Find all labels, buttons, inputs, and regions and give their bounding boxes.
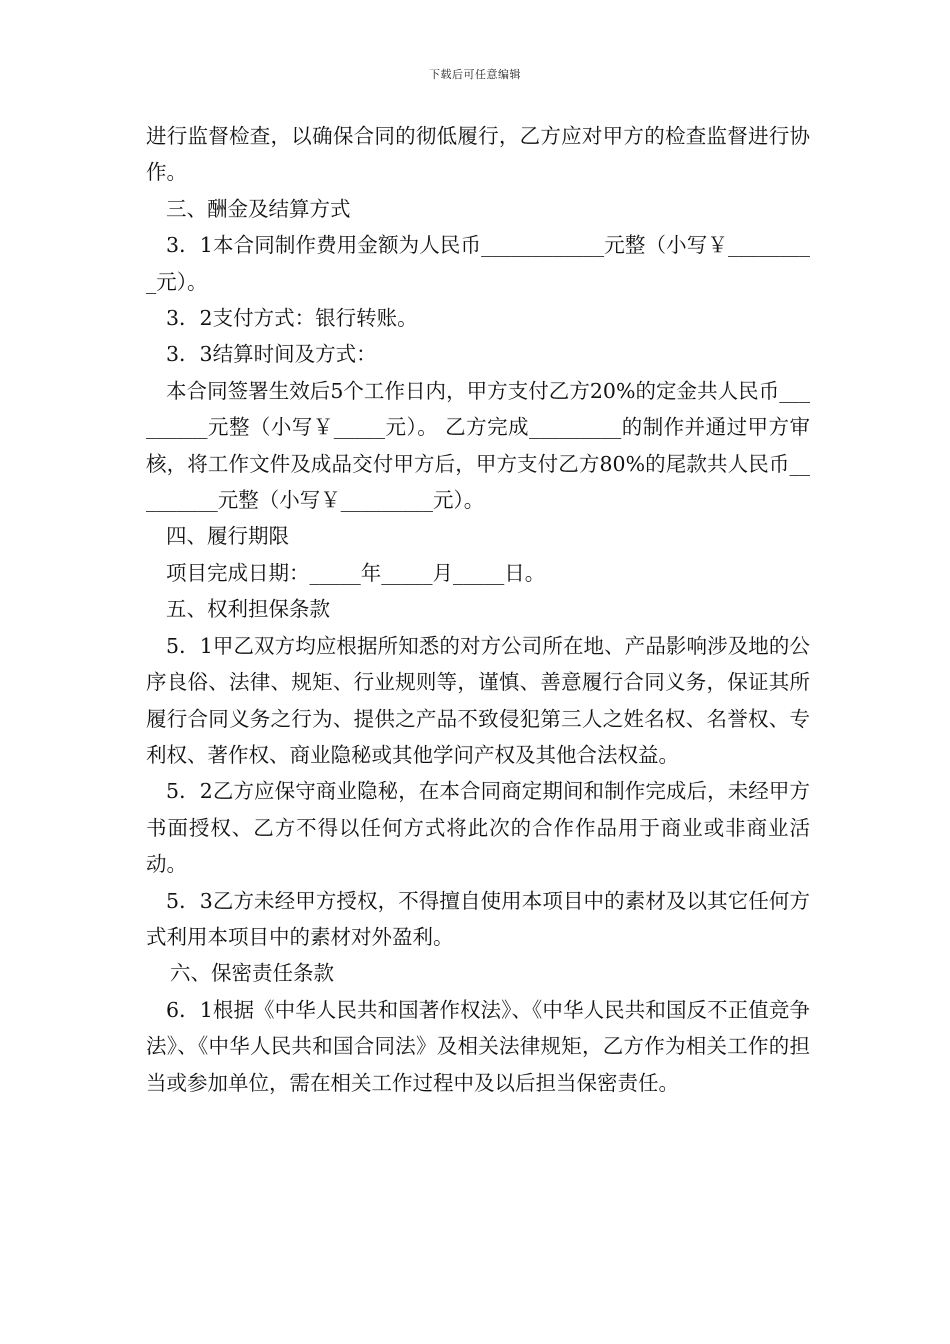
paragraph-completion-date: 项目完成日期：_____年_____月_____日。 xyxy=(166,560,546,585)
section-heading-payment: 三、酬金及结算方式 xyxy=(166,196,351,221)
document-body xyxy=(146,118,810,1101)
section-heading-term: 四、履行期限 xyxy=(166,524,289,549)
section-heading-warranty: 五、权利担保条款 xyxy=(166,597,330,622)
paragraph-payment-schedule: 本合同签署生效后5个工作日内，甲方支付乙方20%的定金共人民币_________元整（小写￥_____元）。 乙方完成_________的制作并通过甲方审核，将工作文件及成品交付甲方后，甲方支付乙方80%的尾款共人民币_________元整（小写￥_________元）。 xyxy=(146,378,810,513)
clause-5-3: 5．3乙方未经甲方授权，不得擅自使用本项目中的素材及以其它任何方式利用本项目中的素材对外盈利。 xyxy=(146,888,810,949)
clause-3-2: 3．2支付方式：银行转账。 xyxy=(166,306,418,331)
paragraph-supervision: 进行监督检查，以确保合同的彻低履行，乙方应对甲方的检查监督进行协作。 xyxy=(146,124,810,185)
clause-5-1: 5．1甲乙双方均应根据所知悉的对方公司所在地、产品影响涉及地的公序良俗、法律、规矩、行业规则等，谨慎、善意履行合同义务，保证其所履行合同义务之行为、提供之产品不致侵犯第三人之姓名权、名誉权、专利权、著作权、商业隐秘或其他学问产权及其他合法权益。 xyxy=(146,633,810,767)
clause-3-1: 3．1本合同制作费用金额为人民币____________元整（小写￥_________元）。 xyxy=(146,233,810,294)
page-header: 下载后可任意编辑 xyxy=(429,68,521,81)
clause-5-2: 5．2乙方应保守商业隐秘，在本合同商定期间和制作完成后，未经甲方书面授权、乙方不得以任何方式将此次的合作作品用于商业或非商业活动。 xyxy=(146,779,810,877)
clause-6-1: 6．1根据《中华人民共和国著作权法》、《中华人民共和国反不正值竞争法》、《中华人民共和国合同法》及相关法律规矩，乙方作为相关工作的担当或参加单位，需在相关工作过程中及以后担当保密责任。 xyxy=(146,997,810,1095)
section-heading-confidentiality: 六、保密责任条款 xyxy=(170,961,334,986)
clause-3-3: 3．3结算时间及方式： xyxy=(166,342,377,367)
